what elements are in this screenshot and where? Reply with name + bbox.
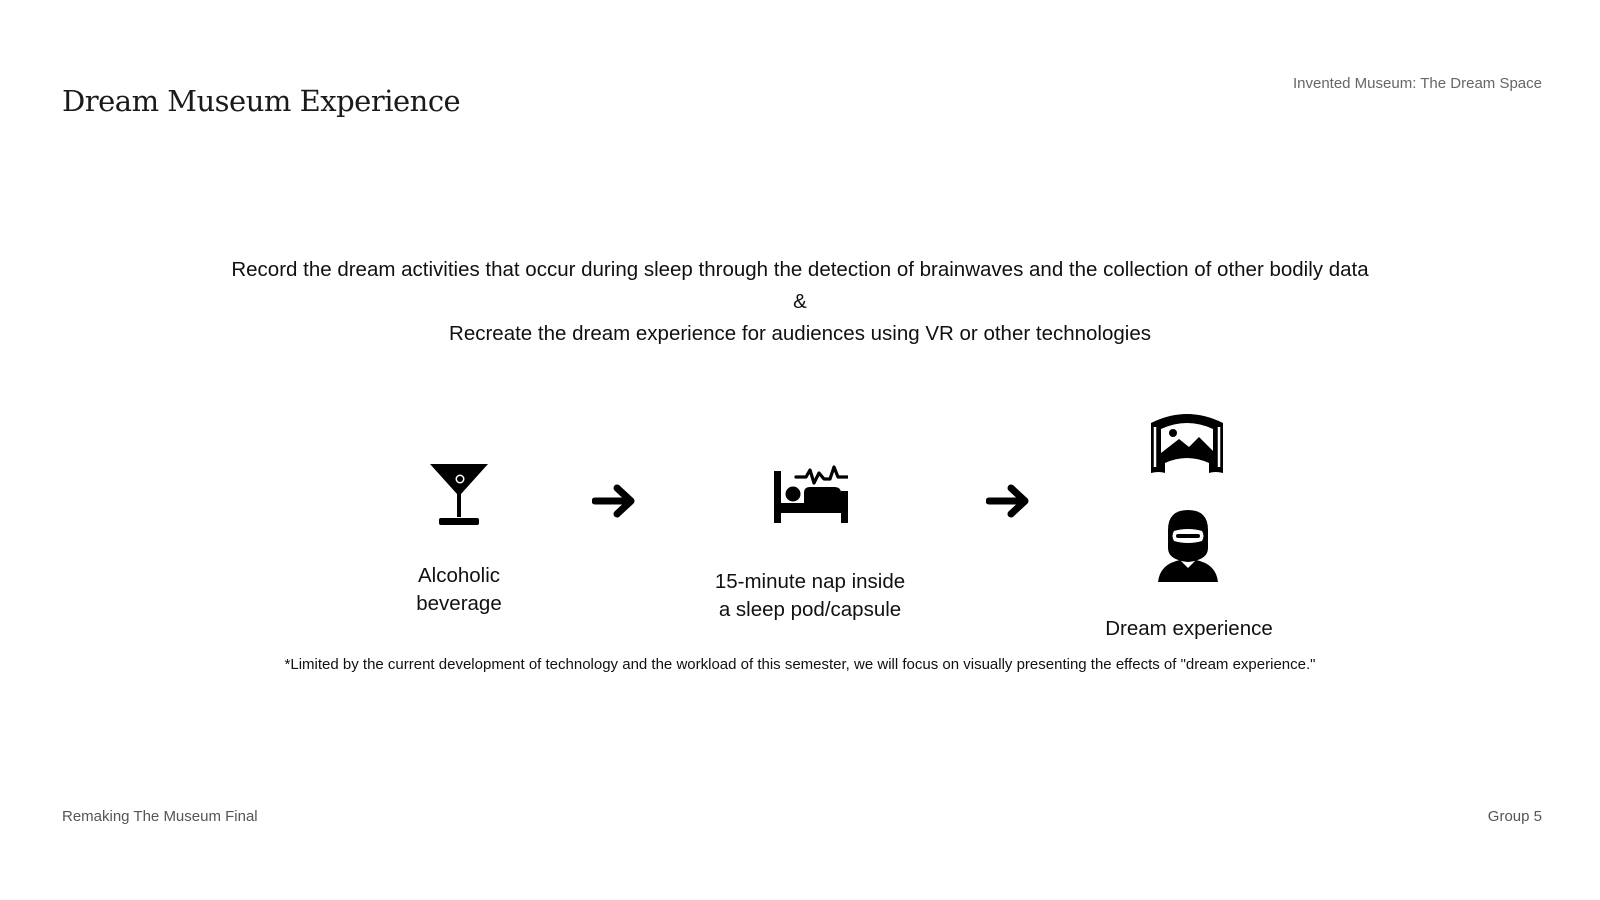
step-3-caption: Dream experience — [1105, 617, 1273, 640]
step-2-caption-line-1: 15-minute nap inside — [714, 570, 906, 593]
bed-sleep-pod-icon — [774, 465, 848, 525]
step-1-caption-line-2: beverage — [416, 592, 502, 615]
intro-line-2: Recreate the dream experience for audiences using VR or other technologies — [449, 322, 1151, 345]
footer-course: Remaking The Museum Final — [62, 808, 258, 825]
right-arrow-icon — [986, 483, 1030, 519]
cocktail-glass-icon — [430, 464, 488, 526]
intro-ampersand: & — [793, 290, 807, 313]
header-subtitle: Invented Museum: The Dream Space — [1292, 75, 1542, 92]
footnote: *Limited by the current development of technology and the workload of this semester, we will focus on visually presenting the effects of "dream experience." — [284, 656, 1316, 673]
footer-group: Group 5 — [1487, 808, 1542, 825]
page-title: Dream Museum Experience — [62, 84, 461, 118]
intro-line-1: Record the dream activities that occur during sleep through the detection of brainwaves and the collection of other bodily data — [231, 258, 1369, 281]
right-arrow-icon — [592, 483, 636, 519]
step-2-caption-line-2: a sleep pod/capsule — [718, 598, 902, 621]
intro-text — [0, 254, 1600, 350]
step-1-caption-line-1: Alcoholic — [417, 564, 501, 587]
step-1-caption — [379, 562, 539, 618]
step-2-caption — [690, 568, 930, 624]
vr-headset-person-icon — [1156, 506, 1220, 584]
vr-panorama-icon — [1145, 411, 1229, 481]
